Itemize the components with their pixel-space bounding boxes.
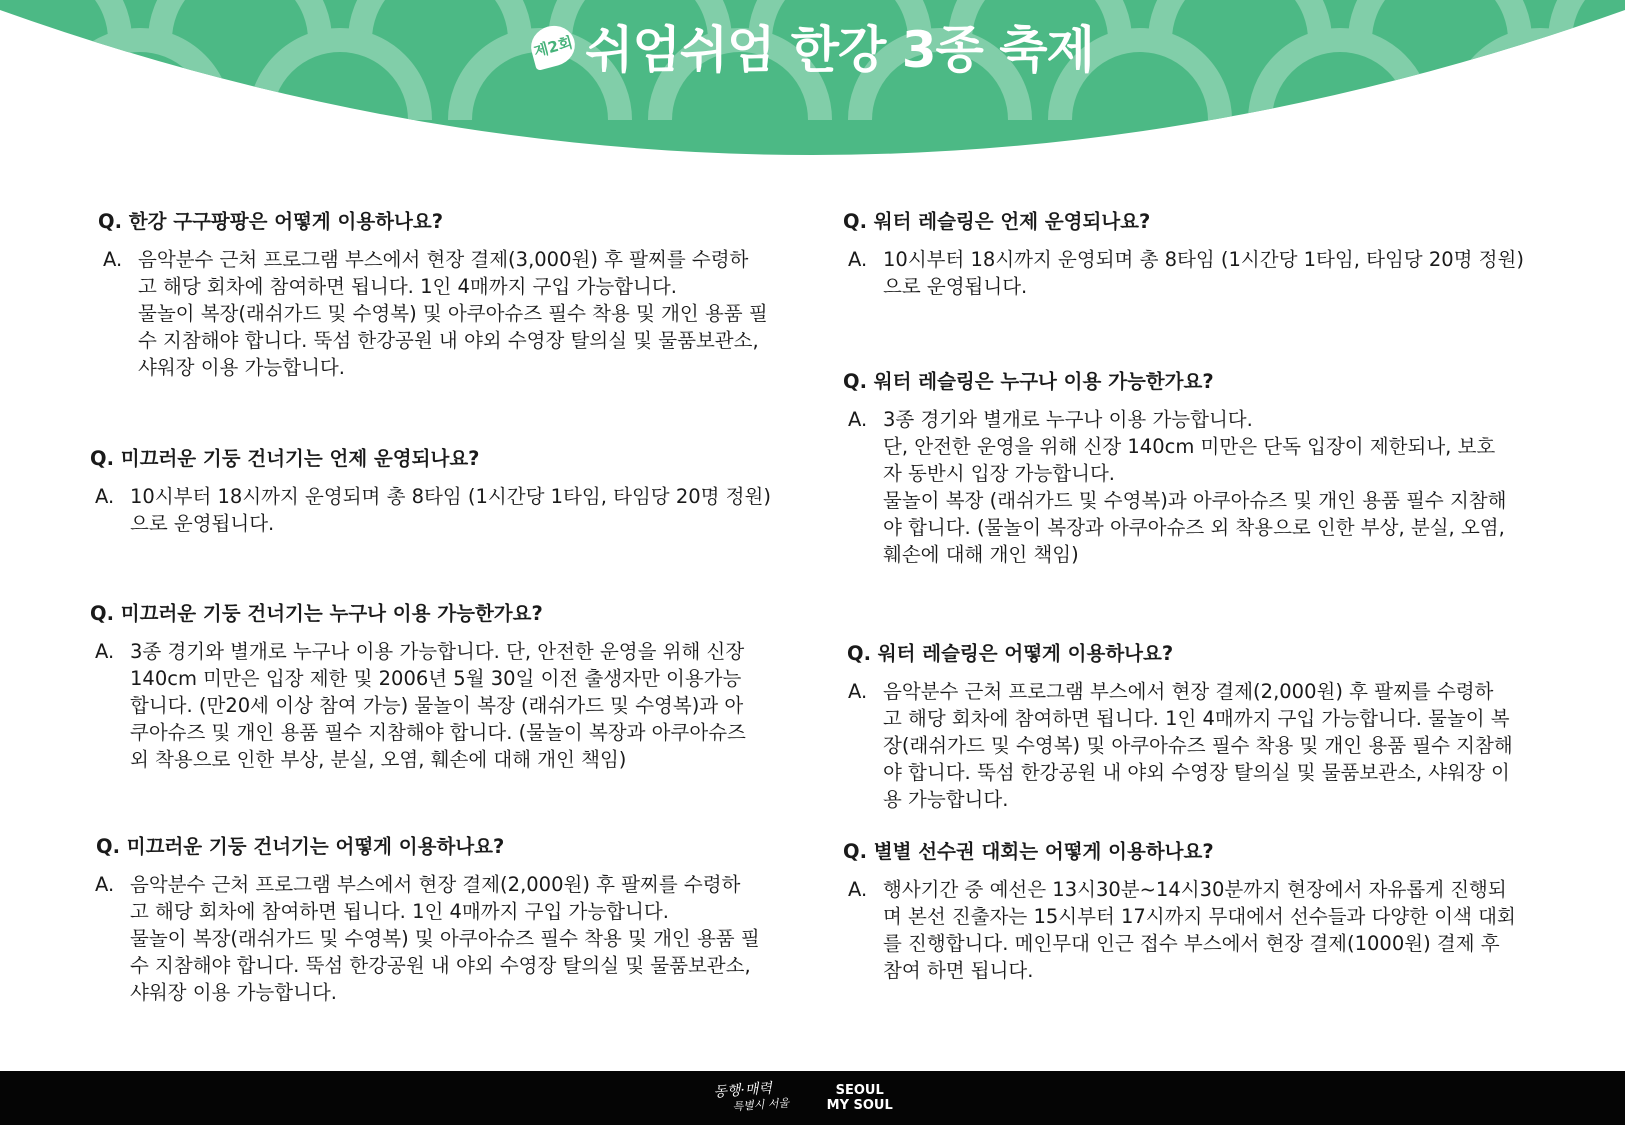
faq-answer <box>843 246 1543 300</box>
slogan-line-1: 동행·매력 <box>712 1080 773 1101</box>
faq-answer <box>90 871 796 1006</box>
faq-answer <box>843 406 1543 568</box>
faq-answer <box>90 483 790 537</box>
faq-question: Q. 워터 레슬링은 누구나 이용 가능한가요? <box>843 370 1214 393</box>
faq-answer <box>843 876 1543 984</box>
answer-line: 수 지참해야 합니다. 뚝섬 한강공원 내 야외 수영장 탈의실 및 물품보관소, <box>130 954 751 977</box>
answer-line: 물놀이 복장(래쉬가드 및 수영복) 및 아쿠아슈즈 필수 착용 및 개인 용품 필 <box>138 302 768 325</box>
answer-marker: A. <box>848 248 868 271</box>
answer-line: 를 진행합니다. 메인무대 인근 접수 부스에서 현장 결제(1000원) 결제 후 <box>883 932 1500 955</box>
answer-line: 10시부터 18시까지 운영되며 총 8타임 (1시간당 1타임, 타임당 20명 정원) <box>130 485 771 508</box>
header-banner <box>0 0 1625 170</box>
answer-line: 10시부터 18시까지 운영되며 총 8타임 (1시간당 1타임, 타임당 20명 정원) <box>883 248 1524 271</box>
answer-line: 물놀이 복장 (래쉬가드 및 수영복)과 아쿠아슈즈 및 개인 용품 필수 지참해 <box>883 489 1507 512</box>
answer-marker: A. <box>103 248 123 271</box>
answer-line: 장(래쉬가드 및 수영복) 및 아쿠아슈즈 필수 착용 및 개인 용품 필수 지참해 <box>883 734 1513 757</box>
answer-marker: A. <box>848 408 868 431</box>
answer-line: 140cm 미만은 입장 제한 및 2006년 5월 30일 이전 출생자만 이용가능 <box>130 667 742 690</box>
faq-question: Q. 미끄러운 기둥 건너기는 어떻게 이용하나요? <box>96 835 505 858</box>
answer-marker: A. <box>95 485 115 508</box>
answer-line: 3종 경기와 별개로 누구나 이용 가능합니다. <box>883 408 1253 431</box>
answer-marker: A. <box>848 878 868 901</box>
answer-line: 행사기간 중 예선은 13시30분~14시30분까지 현장에서 자유롭게 진행되 <box>883 878 1507 901</box>
faq-item <box>843 368 1543 568</box>
answer-line: 3종 경기와 별개로 누구나 이용 가능합니다. 단, 안전한 운영을 위해 신장 <box>130 640 745 663</box>
answer-line: 자 동반시 입장 가능합니다. <box>883 462 1116 485</box>
faq-question: Q. 미끄러운 기둥 건너기는 언제 운영되나요? <box>90 447 480 470</box>
faq-item <box>96 833 796 1006</box>
answer-line: 으로 운영됩니다. <box>883 275 1028 298</box>
answer-line: 고 해당 회차에 참여하면 됩니다. 1인 4매까지 구입 가능합니다. <box>138 275 677 298</box>
answer-line: 며 본선 진출자는 15시부터 17시까지 무대에서 선수들과 다양한 이색 대회 <box>883 905 1516 928</box>
faq-item <box>843 838 1543 984</box>
answer-marker: A. <box>95 873 115 896</box>
answer-line: 샤워장 이용 가능합니다. <box>138 356 345 379</box>
answer-marker: A. <box>848 680 868 703</box>
answer-line: 훼손에 대해 개인 책임) <box>883 543 1079 566</box>
faq-item <box>98 208 798 381</box>
seoul-slogan-logo <box>713 1080 790 1115</box>
slogan-line-2: 특별시 서울 <box>732 1096 790 1114</box>
answer-line: 으로 운영됩니다. <box>130 512 275 535</box>
faq-answer <box>98 246 798 381</box>
answer-line: 고 해당 회차에 참여하면 됩니다. 1인 4매까지 구입 가능합니다. <box>130 900 669 923</box>
answer-line: 합니다. (만20세 이상 참여 가능) 물놀이 복장 (래쉬가드 및 수영복)과 아 <box>130 694 744 717</box>
brand-line-1: SEOUL <box>835 1083 884 1098</box>
faq-question: Q. 별별 선수권 대회는 어떻게 이용하나요? <box>843 840 1214 863</box>
edition-badge: 제2회 <box>527 21 580 71</box>
festival-title <box>0 10 1625 82</box>
festival-title-text: 쉬엄쉬엄 한강 3종 축제 <box>585 21 1094 79</box>
answer-line: 쿠아슈즈 및 개인 용품 필수 지참해야 합니다. (물놀이 복장과 아쿠아슈즈 <box>130 721 746 744</box>
answer-marker: A. <box>95 640 115 663</box>
answer-line: 용 가능합니다. <box>883 788 1009 811</box>
faq-question: Q. 미끄러운 기둥 건너기는 누구나 이용 가능한가요? <box>90 602 543 625</box>
faq-item <box>90 600 790 773</box>
footer-bar <box>0 1071 1625 1125</box>
answer-line: 야 합니다. 뚝섬 한강공원 내 야외 수영장 탈의실 및 물품보관소, 샤워장 이 <box>883 761 1510 784</box>
faq-item <box>847 640 1547 813</box>
answer-line: 고 해당 회차에 참여하면 됩니다. 1인 4매까지 구입 가능합니다. 물놀이 복 <box>883 707 1510 730</box>
faq-question: Q. 한강 구구팡팡은 어떻게 이용하나요? <box>98 210 444 233</box>
seoul-my-soul-logo <box>827 1083 893 1113</box>
faq-answer <box>90 638 790 773</box>
faq-item <box>90 445 790 537</box>
faq-question: Q. 워터 레슬링은 어떻게 이용하나요? <box>847 642 1174 665</box>
answer-line: 외 착용으로 인한 부상, 분실, 오염, 훼손에 대해 개인 책임) <box>130 748 627 771</box>
answer-line: 물놀이 복장(래쉬가드 및 수영복) 및 아쿠아슈즈 필수 착용 및 개인 용품 필 <box>130 927 760 950</box>
answer-line: 수 지참해야 합니다. 뚝섬 한강공원 내 야외 수영장 탈의실 및 물품보관소, <box>138 329 759 352</box>
answer-line: 참여 하면 됩니다. <box>883 959 1034 982</box>
answer-line: 음악분수 근처 프로그램 부스에서 현장 결제(3,000원) 후 팔찌를 수령하 <box>138 248 749 271</box>
answer-line: 음악분수 근처 프로그램 부스에서 현장 결제(2,000원) 후 팔찌를 수령하 <box>883 680 1494 703</box>
answer-line: 단, 안전한 운영을 위해 신장 140cm 미만은 단독 입장이 제한되나, 보호 <box>883 435 1496 458</box>
faq-answer <box>843 678 1547 813</box>
brand-line-2: MY SOUL <box>826 1098 893 1113</box>
answer-line: 야 합니다. (물놀이 복장과 아쿠아슈즈 외 착용으로 인한 부상, 분실, 오염, <box>883 516 1505 539</box>
answer-line: 샤워장 이용 가능합니다. <box>130 981 337 1004</box>
footer-logos <box>712 1080 893 1114</box>
answer-line: 음악분수 근처 프로그램 부스에서 현장 결제(2,000원) 후 팔찌를 수령하 <box>130 873 741 896</box>
faq-question: Q. 워터 레슬링은 언제 운영되나요? <box>843 210 1151 233</box>
faq-item <box>843 208 1543 300</box>
